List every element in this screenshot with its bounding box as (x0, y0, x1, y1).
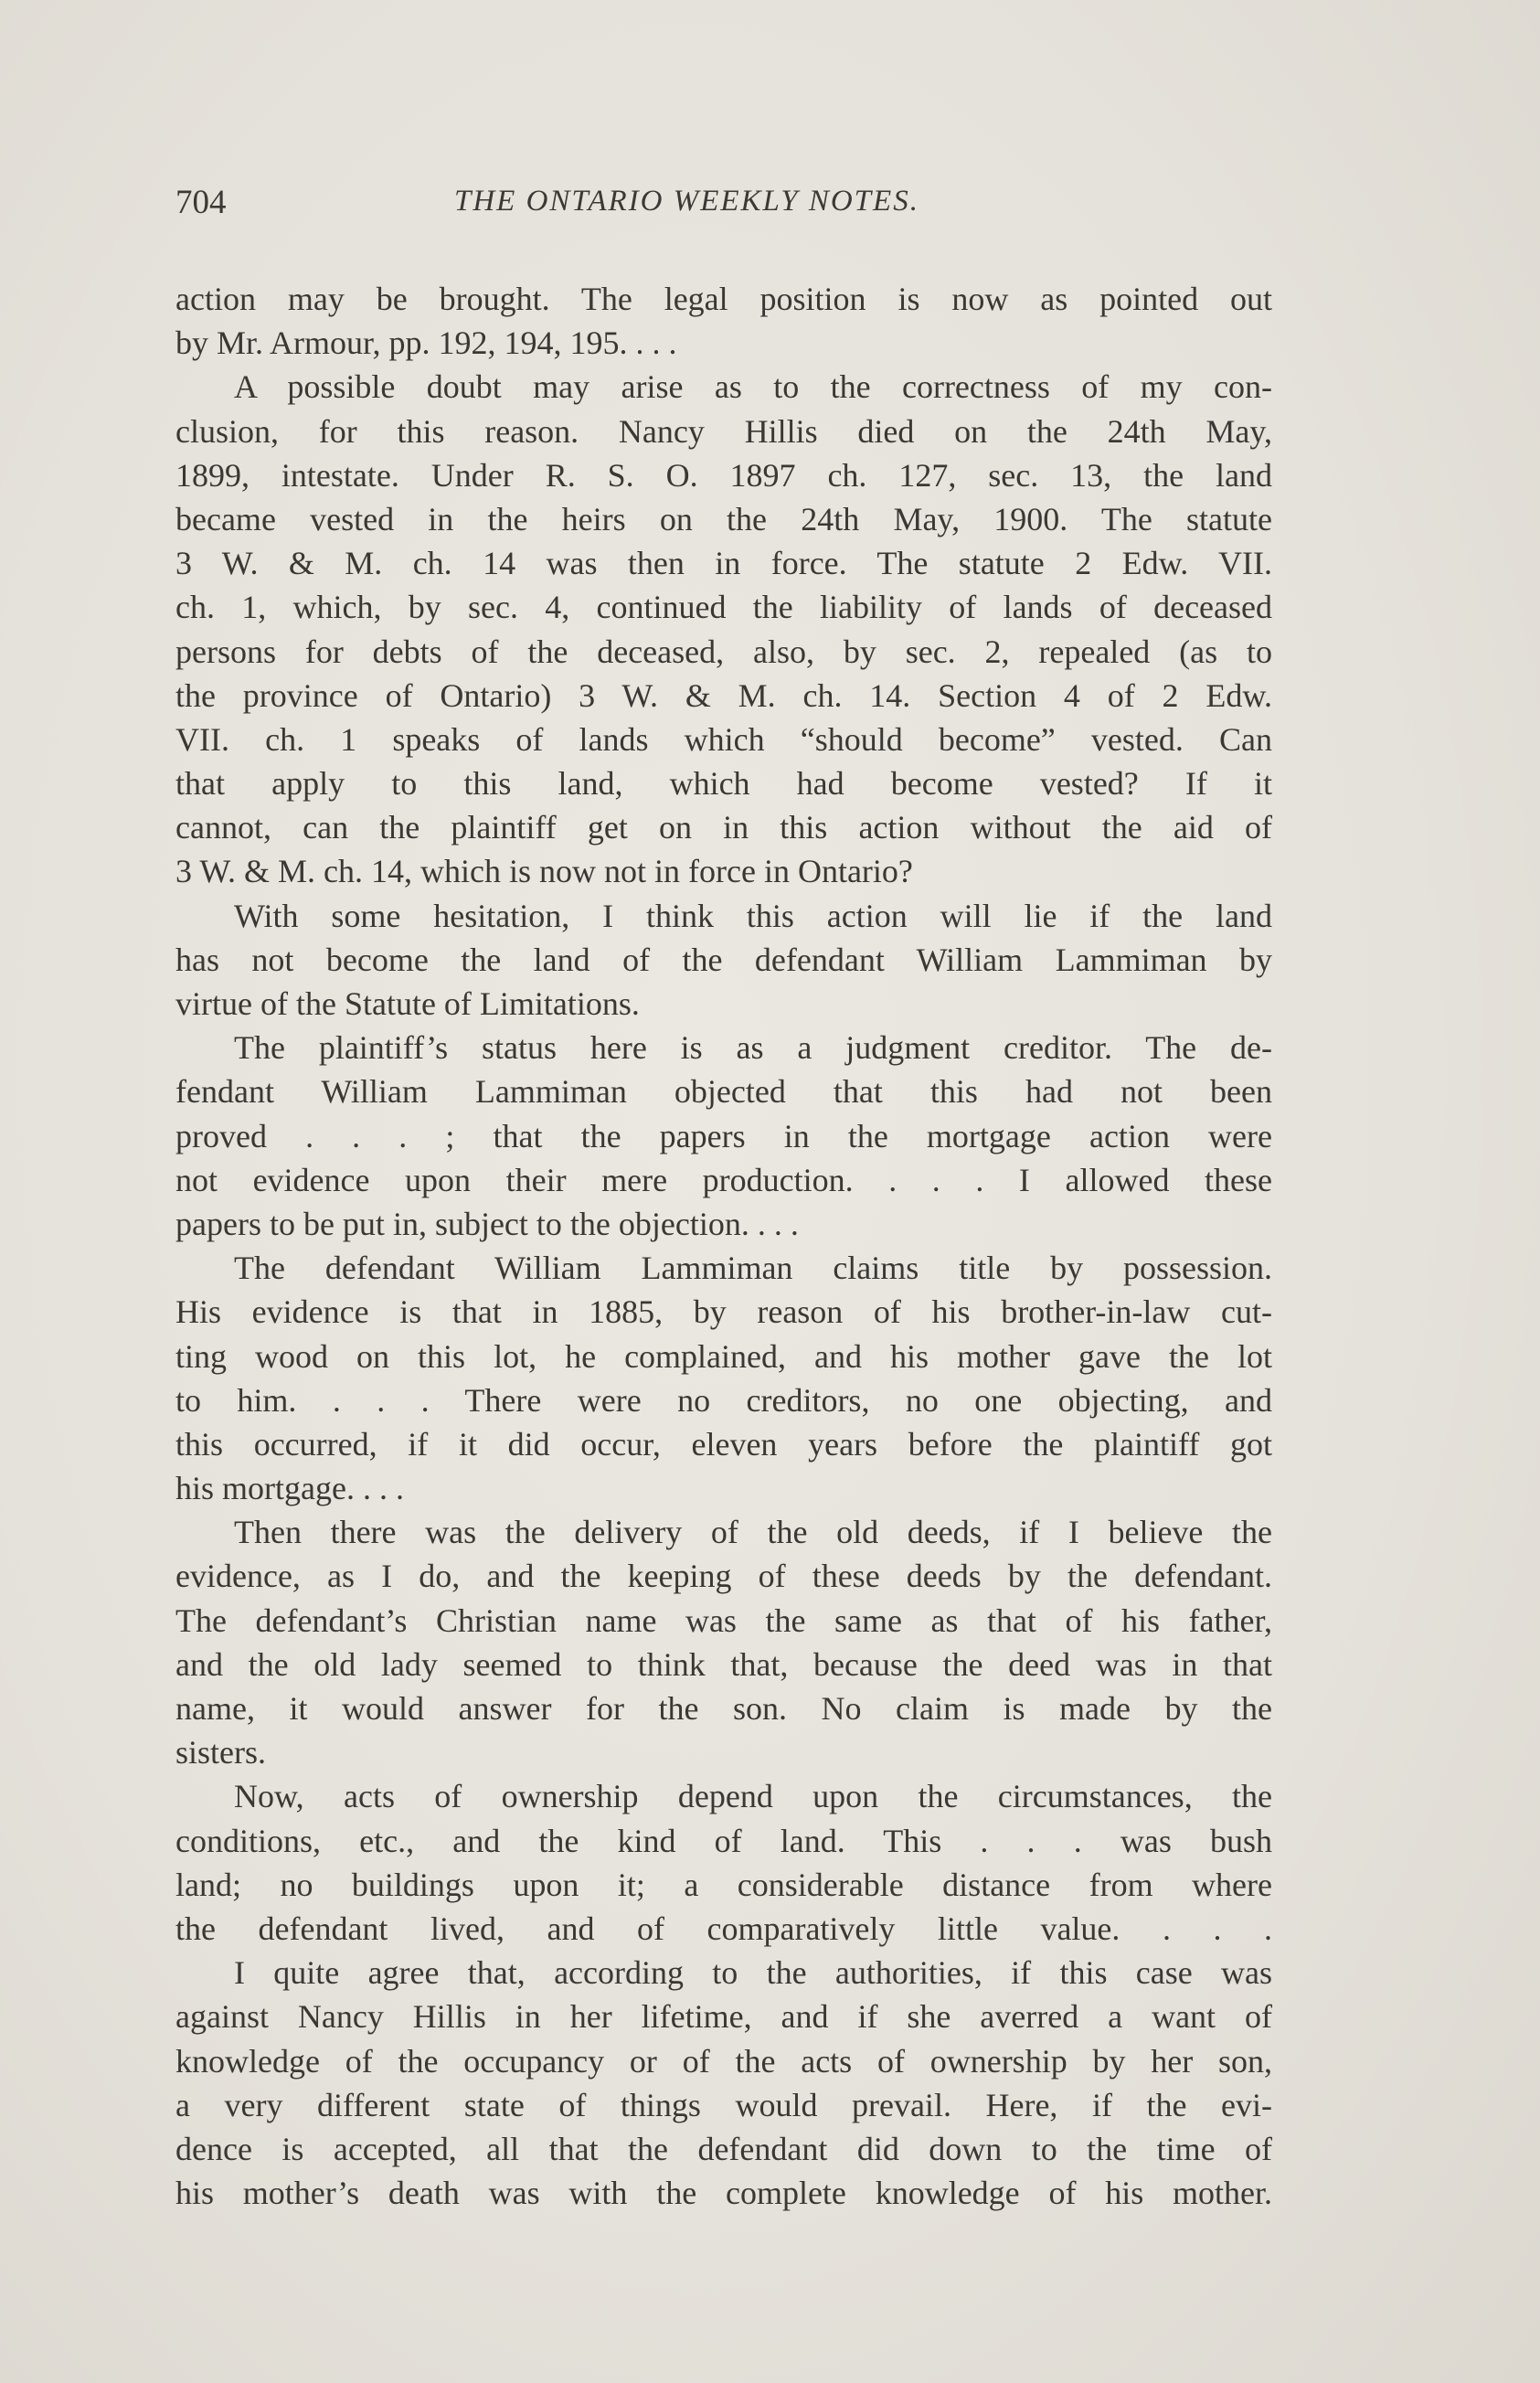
text-line: evidence, as I do, and the keeping of these deeds by the defendant. (175, 1558, 1272, 1595)
text-line: name, it would answer for the son. No claim is made by the (175, 1690, 1272, 1727)
text-line: Then there was the delivery of the old deeds, if I believe the (234, 1514, 1272, 1551)
text-line: by Mr. Armour, pp. 192, 194, 195. . . . (175, 324, 677, 362)
text-line: not evidence upon their mere production. . . . I allowed these (175, 1161, 1272, 1198)
text-line: The defendant William Lammiman claims title by possession. (234, 1250, 1272, 1287)
text-line: persons for debts of the deceased, also, by sec. 2, repealed (as to (175, 633, 1272, 670)
text-line: proved . . . ; that the papers in the mortgage action were (175, 1117, 1272, 1154)
text-line: has not become the land of the defendant William Lammiman by (175, 941, 1272, 978)
text-line: that apply to this land, which had become vested? If it (175, 765, 1272, 803)
text-line: I quite agree that, according to the authorities, if this case was (234, 1954, 1272, 1992)
text-line: land; no buildings upon it; a considerable distance from where (175, 1866, 1272, 1903)
text-line: A possible doubt may arise as to the correctness of my con- (234, 368, 1272, 406)
text-line: his mother’s death was with the complete knowledge of his mother. (175, 2175, 1272, 2212)
text-line: and the old lady seemed to think that, because the deed was in that (175, 1645, 1272, 1683)
text-line: conditions, etc., and the kind of land. This . . . was bush (175, 1822, 1272, 1859)
page-number: 704 (175, 184, 227, 221)
text-line: ch. 1, which, by sec. 4, continued the liability of lands of deceased (175, 589, 1272, 626)
text-line: action may be brought. The legal position is now as pointed out (175, 281, 1272, 317)
text-line: sisters. (175, 1734, 266, 1771)
text-line: virtue of the Statute of Limitations. (175, 985, 640, 1022)
text-line: ting wood on this lot, he complained, and his mother gave the lot (175, 1337, 1272, 1375)
text-line: his mortgage. . . . (175, 1470, 404, 1507)
text-line: VII. ch. 1 speaks of lands which “should become” vested. Can (175, 720, 1272, 758)
text-line: With some hesitation, I think this action will lie if the land (234, 897, 1272, 934)
text-line: cannot, can the plaintiff get on in this action without the aid of (175, 809, 1272, 846)
text-line: The defendant’s Christian name was the same as that of his father, (175, 1601, 1272, 1639)
text-line: The plaintiff’s status here is as a judgment creditor. The de- (234, 1029, 1272, 1067)
text-line: this occurred, if it did occur, eleven years before the plaintiff got (175, 1425, 1272, 1463)
text-line: became vested in the heirs on the 24th May, 1900. The statute (175, 500, 1272, 537)
text-line: Now, acts of ownership depend upon the circumstances, the (234, 1778, 1272, 1815)
running-head (175, 183, 1272, 238)
body-text (175, 277, 1272, 2215)
text-line: knowledge of the occupancy or of the acts of ownership by her son, (175, 2042, 1272, 2080)
text-line: 3 W. & M. ch. 14 was then in force. The statute 2 Edw. VII. (175, 545, 1272, 582)
text-line: the defendant lived, and of comparatively little value. . . . (175, 1910, 1272, 1947)
text-line: papers to be put in, subject to the objection. . . . (175, 1205, 799, 1242)
text-line: against Nancy Hillis in her lifetime, and if she averred a want of (175, 1998, 1272, 2036)
text-line: 3 W. & M. ch. 14, which is now not in force in Ontario? (175, 853, 913, 890)
text-line: dence is accepted, all that the defendant did down to the time of (175, 2130, 1272, 2167)
text-line: fendant William Lammiman objected that this had not been (175, 1073, 1272, 1111)
journal-title: THE ONTARIO WEEKLY NOTES. (454, 185, 919, 218)
text-line: His evidence is that in 1885, by reason of his brother-in-law cut- (175, 1293, 1272, 1331)
text-line: 1899, intestate. Under R. S. O. 1897 ch. 127, sec. 13, the land (175, 456, 1272, 494)
text-line: to him. . . . There were no creditors, no one objecting, and (175, 1381, 1272, 1419)
text-line: clusion, for this reason. Nancy Hillis died on the 24th May, (175, 412, 1272, 450)
text-line: a very different state of things would prevail. Here, if the evi- (175, 2086, 1272, 2123)
text-line: the province of Ontario) 3 W. & M. ch. 14. Section 4 of 2 Edw. (175, 676, 1272, 714)
